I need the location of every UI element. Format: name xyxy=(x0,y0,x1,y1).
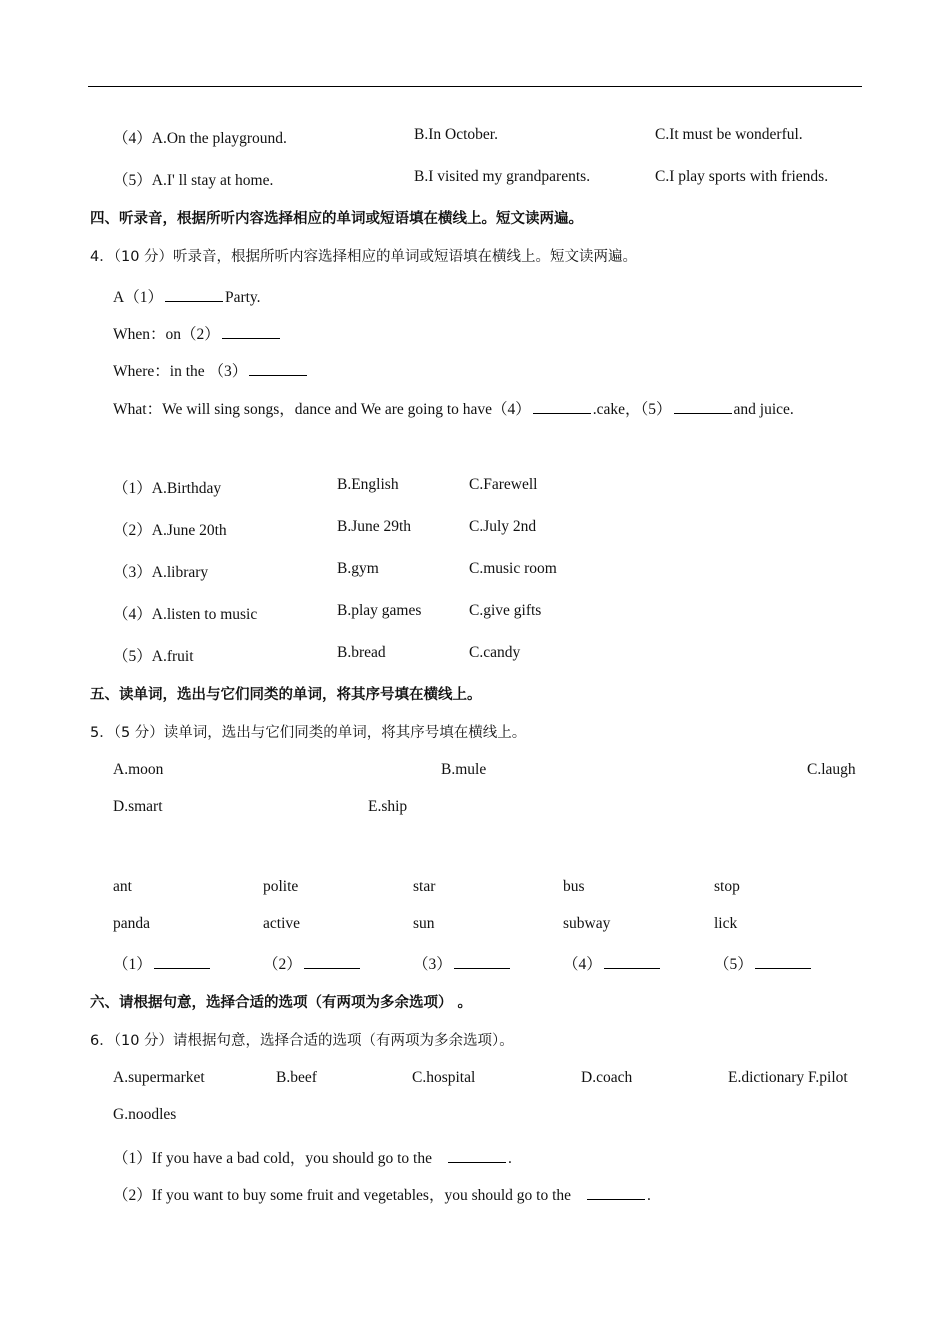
q6-choice: G.noodles xyxy=(113,1106,177,1123)
q4-line-when: When：on（2） xyxy=(113,322,282,344)
q5-blank-4: （4） xyxy=(563,952,662,974)
answer-blank[interactable] xyxy=(448,1148,506,1163)
q5-word: bus xyxy=(563,878,585,895)
answer-blank[interactable] xyxy=(674,399,732,414)
question5-prompt: 5．（5 分）读单词，选出与它们同类的单词，将其序号填在横线上。 xyxy=(90,725,527,741)
answer-blank[interactable] xyxy=(533,399,591,414)
q4-line-party: A（1） Party. xyxy=(113,289,261,306)
answer-blank[interactable] xyxy=(755,954,811,969)
answer-blank[interactable] xyxy=(587,1185,645,1200)
section5-header: 五、读单词，选出与它们同类的单词，将其序号填在横线上。 xyxy=(90,687,482,703)
q6-item-2: （2）If you want to buy some fruit and vegetables，you should go to the . xyxy=(113,1187,651,1204)
answer-blank[interactable] xyxy=(154,954,210,969)
answer-blank[interactable] xyxy=(249,361,307,376)
q5-word: polite xyxy=(263,878,299,895)
header-rule xyxy=(88,86,862,87)
q4-opt3-c: C.music room xyxy=(469,560,557,577)
q4-line-where: Where：in the （3） xyxy=(113,359,309,381)
q5-blank-1: （1） xyxy=(113,952,212,974)
q3-5-option-c: C.I play sports with friends. xyxy=(655,168,829,185)
q3-5-option-b: B.I visited my grandparents. xyxy=(414,168,591,185)
q4-opt5-a: （5）A.fruit xyxy=(113,648,194,665)
q6-choice: D.coach xyxy=(581,1069,633,1086)
q5-choice-d: D.smart xyxy=(113,798,163,815)
q5-word: stop xyxy=(714,878,740,895)
q4-opt2-c: C.July 2nd xyxy=(469,518,537,535)
q4-opt3-b: B.gym xyxy=(337,560,379,577)
q4-line-what: What：We will sing songs，dance and We are going to have（4） .cake，（5） and juice. xyxy=(113,401,794,418)
q3-5-option-a: （5）A.I' ll stay at home. xyxy=(113,172,274,189)
section4-header: 四、听录音，根据所听内容选择相应的单词或短语填在横线上。短文读两遍。 xyxy=(90,211,583,227)
q6-choice: E.dictionary F.pilot xyxy=(728,1069,848,1086)
question4-prompt: 4．（10 分）听录音，根据所听内容选择相应的单词或短语填在横线上。短文读两遍。 xyxy=(90,249,638,265)
section6-header: 六、请根据句意，选择合适的选项（有两项为多余选项） 。 xyxy=(90,995,473,1011)
q6-choice: C.hospital xyxy=(412,1069,476,1086)
q6-choice: A.supermarket xyxy=(113,1069,205,1086)
q3-4-option-b: B.In October. xyxy=(414,126,498,143)
q5-blank-5: （5） xyxy=(714,952,813,974)
q4-opt4-b: B.play games xyxy=(337,602,422,619)
q5-word: ant xyxy=(113,878,132,895)
q5-blank-2: （2） xyxy=(263,952,362,974)
q4-opt3-a: （3）A.library xyxy=(113,564,209,581)
q4-opt1-c: C.Farewell xyxy=(469,476,538,493)
q5-choice-a: A.moon xyxy=(113,761,164,778)
q5-word: lick xyxy=(714,915,738,932)
question6-prompt: 6．（10 分）请根据句意，选择合适的选项（有两项为多余选项）。 xyxy=(90,1033,514,1049)
answer-blank[interactable] xyxy=(304,954,360,969)
q4-opt2-b: B.June 29th xyxy=(337,518,412,535)
q5-choice-b: B.mule xyxy=(441,761,487,778)
q5-word: sun xyxy=(413,915,435,932)
answer-blank[interactable] xyxy=(222,324,280,339)
answer-blank[interactable] xyxy=(604,954,660,969)
q5-blank-3: （3） xyxy=(413,952,512,974)
q4-opt4-a: （4）A.listen to music xyxy=(113,606,258,623)
q6-item-1: （1）If you have a bad cold，you should go to the . xyxy=(113,1150,512,1167)
q5-word: panda xyxy=(113,915,151,932)
q5-word: active xyxy=(263,915,301,932)
q3-4-option-a: （4）A.On the playground. xyxy=(113,130,287,147)
q4-opt1-a: （1）A.Birthday xyxy=(113,480,222,497)
q5-choice-c: C.laugh xyxy=(807,761,856,778)
q4-opt2-a: （2）A.June 20th xyxy=(113,522,227,539)
q4-opt1-b: B.English xyxy=(337,476,399,493)
q6-choice: B.beef xyxy=(276,1069,317,1086)
answer-blank[interactable] xyxy=(454,954,510,969)
q5-word: star xyxy=(413,878,436,895)
q3-4-option-c: C.It must be wonderful. xyxy=(655,126,803,143)
q4-opt4-c: C.give gifts xyxy=(469,602,542,619)
q4-opt5-b: B.bread xyxy=(337,644,386,661)
q5-choice-e: E.ship xyxy=(368,798,408,815)
answer-blank[interactable] xyxy=(165,287,223,302)
q4-opt5-c: C.candy xyxy=(469,644,521,661)
q5-word: subway xyxy=(563,915,611,932)
